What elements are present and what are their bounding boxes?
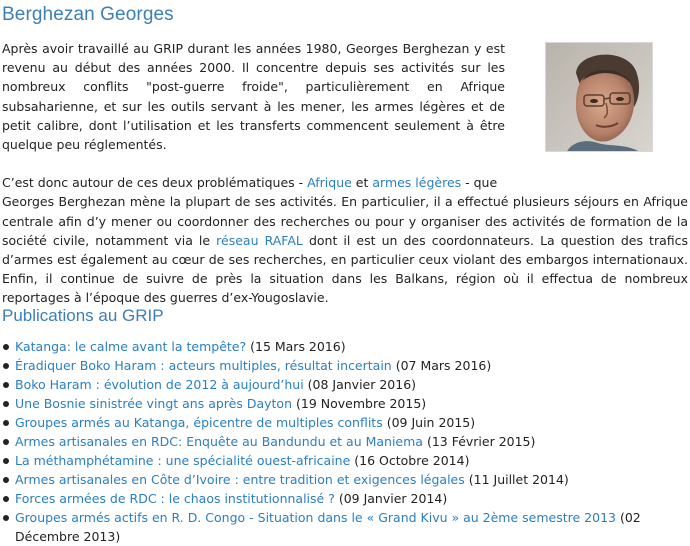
- bullet-icon: [3, 496, 9, 502]
- bio-text: C’est donc autour de ces deux problématiques -: [2, 175, 308, 191]
- list-item: [0, 489, 686, 508]
- publication-link[interactable]: La méthamphétamine : une spécialité ouest-africaine: [15, 453, 351, 468]
- publication-date: (15 Mars 2016): [250, 339, 346, 354]
- publication-link[interactable]: Une Bosnie sinistrée vingt ans après Dayton: [15, 396, 293, 411]
- bullet-icon: [3, 477, 9, 483]
- publication-link[interactable]: Éradiquer Boko Haram : acteurs multiples, résultat incertain: [15, 358, 392, 373]
- list-item: [0, 394, 686, 413]
- publication-date: (09 Janvier 2014): [338, 491, 448, 506]
- publications-list: [0, 337, 686, 546]
- bullet-icon: [3, 515, 9, 521]
- publication-link[interactable]: Forces armées de RDC : le chaos institutionnalisé ?: [15, 491, 335, 506]
- armes-legeres-link[interactable]: armes légères: [372, 175, 462, 191]
- bullet-icon: [3, 458, 9, 464]
- publication-link[interactable]: Katanga: le calme avant la tempête?: [15, 339, 247, 354]
- publication-link[interactable]: Boko Haram : évolution de 2012 à aujourd’hui: [15, 377, 304, 392]
- bullet-icon: [3, 344, 9, 350]
- publication-link[interactable]: Groupes armés actifs en R. D. Congo - Situation dans le « Grand Kivu » au 2ème semestre 2013: [15, 510, 616, 525]
- publication-date: (09 Juin 2015): [386, 415, 476, 430]
- publication-date: (07 Mars 2016): [395, 358, 492, 373]
- list-item: [0, 337, 686, 356]
- bio-text: - que: [461, 175, 498, 191]
- publications-heading: Publications au GRIP: [2, 306, 164, 325]
- bullet-icon: [3, 382, 9, 388]
- biography: [2, 39, 688, 308]
- publication-date: (13 Février 2015): [426, 434, 536, 449]
- bio-text: dont il est un des coordonnateurs. La question des trafics d’armes est également au cœur de ses recherches, en particulier ceux violant des embargos internationaux. Enfin, il continue de suivre de près la situation dans les Balkans, région où il effectua de nombreux reportages à l’époque des guerres d’ex-Yougoslavie.: [2, 232, 689, 306]
- reseau-rafal-link[interactable]: réseau RAFAL: [216, 232, 303, 248]
- publication-link[interactable]: Groupes armés au Katanga, épicentre de multiples conflits: [15, 415, 383, 430]
- bullet-icon: [3, 363, 9, 369]
- bio-paragraph-1: Après avoir travaillé au GRIP durant les années 1980, Georges Berghezan y est revenu au début des années 2000. Il concentre depuis ses activités sur les nombreux conflits "post-guerre froide", particulièrement en Afrique subsaharienne, et sur les outils servant à les mener, les armes légères et de petit calibre, dont l’utilisation et les transferts commencent seulement à être quelque peu réglementés.: [2, 41, 505, 153]
- publication-link[interactable]: Armes artisanales en RDC: Enquête au Bandundu et au Maniema: [15, 434, 423, 449]
- bio-text: Georges Berghezan mène la plupart de ses activités. En particulier, il a effectué plusieurs séjours en Afrique centrale afin d’y mener ou coordonner des recherches ou pour y organiser des activités de formation de la société civile, notamment via le: [2, 194, 688, 248]
- afrique-link[interactable]: Afrique: [307, 175, 352, 191]
- publication-date: (02 Décembre 2013): [15, 510, 641, 544]
- bio-paragraph-2-first-line: [2, 173, 505, 192]
- list-item: [0, 432, 686, 451]
- publication-date: (16 Octobre 2014): [354, 453, 470, 468]
- publication-link[interactable]: Armes artisanales en Côte d’Ivoire : entre tradition et exigences légales: [15, 472, 465, 487]
- list-item: [0, 375, 686, 394]
- bio-paragraph-2: [2, 173, 688, 307]
- bio-text: et: [351, 175, 373, 191]
- list-item: [0, 470, 686, 489]
- bullet-icon: [3, 401, 9, 407]
- bullet-icon: [3, 420, 9, 426]
- list-item: [0, 356, 686, 375]
- bullet-icon: [3, 439, 9, 445]
- publication-date: (19 Novembre 2015): [296, 396, 427, 411]
- page-title: Berghezan Georges: [2, 4, 174, 25]
- list-item: [0, 451, 686, 470]
- publication-date: (11 Juillet 2014): [468, 472, 569, 487]
- list-item: [0, 413, 686, 432]
- list-item: [0, 508, 686, 546]
- publication-date: (08 Janvier 2016): [307, 377, 417, 392]
